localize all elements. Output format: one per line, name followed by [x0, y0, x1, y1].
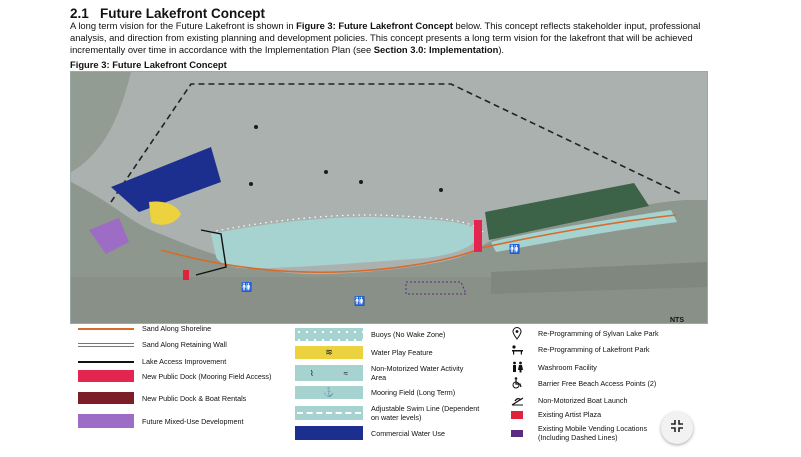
para-text-2: below. This concept reflects stakeholder input, professional analysis, and direction from existing planning and development policies. This concept presents a long term vision for the lakefront that will be achieved incrementally over time in accordance with the Implementation Plan (see: [70, 20, 701, 55]
legend-swatch-red-box: [78, 370, 134, 382]
legend-item-activity-area: ⌇ ≈ Non-Motorized Water Activity Area: [295, 364, 466, 382]
figure-caption: Figure 3: Future Lakefront Concept: [70, 59, 227, 70]
legend-swatch-buoys: [295, 328, 363, 341]
svg-text:🚻: 🚻: [354, 297, 366, 307]
legend-swatch-mooring: [295, 386, 363, 399]
legend-swatch-vending: [511, 430, 523, 437]
legend-swatch-activity: [295, 365, 363, 381]
svg-text:🚻: 🚻: [509, 245, 521, 255]
legend-swatch-orange-line: [78, 328, 134, 330]
legend-item-barrier-free: Barrier Free Beach Access Points (2): [510, 376, 656, 390]
legend-swatch-purple-box: [78, 414, 134, 428]
legend-swatch-artist-plaza: [511, 411, 523, 419]
legend-item-lake-access: Lake Access Improvement: [78, 357, 226, 366]
legend-item-lakefront-park: Re-Programming of Lakefront Park: [510, 342, 649, 356]
legend-item-washroom: Washroom Facility: [510, 360, 597, 374]
legend-swatch-commercial: [295, 426, 363, 440]
intro-paragraph: [70, 20, 738, 56]
park-bench-icon: [510, 342, 524, 356]
map-drawing: [71, 72, 707, 323]
kayak-icon: ⌇: [309, 368, 314, 378]
swimmer-icon: ≈: [343, 368, 349, 378]
nts-label: NTS: [670, 317, 684, 324]
legend-item-buoys: Buoys (No Wake Zone): [295, 328, 445, 341]
legend-item-artist-plaza: Existing Artist Plaza: [510, 410, 601, 419]
wheelchair-icon: [510, 376, 524, 390]
boat-launch-icon: [510, 393, 524, 407]
legend-item-boat-launch: Non-Motorized Boat Launch: [510, 393, 628, 407]
legend-item-public-dock-rentals: New Public Dock & Boat Rentals: [78, 392, 246, 404]
location-pin-icon: [510, 326, 524, 340]
section-title: Future Lakefront Concept: [100, 6, 266, 21]
legend-item-mixed-use: Future Mixed-Use Development: [78, 414, 243, 428]
swimmer-icon: ≋: [325, 347, 333, 357]
para-section-reference: Section 3.0: Implementation: [373, 44, 499, 55]
collapse-arrows-icon: [670, 419, 684, 438]
para-text-1: A long term vision for the Future Lakefront is shown in: [70, 20, 297, 31]
legend-item-vending: Existing Mobile Vending Locations (Including Dashed Lines): [510, 424, 656, 442]
collapse-view-button[interactable]: [661, 412, 693, 444]
legend-item-water-play: ≋ Water Play Feature: [295, 346, 433, 359]
map-legend: [70, 322, 730, 452]
anchor-icon: ⚓: [323, 387, 335, 397]
svg-text:🚻: 🚻: [241, 283, 253, 293]
legend-item-sand-shoreline: Sand Along Shoreline: [78, 324, 211, 333]
lakefront-concept-map: [70, 71, 708, 324]
section-heading: [70, 6, 265, 21]
legend-item-sylvan-park: Re-Programming of Sylvan Lake Park: [510, 326, 659, 340]
washroom-icon: [510, 360, 524, 374]
legend-item-public-dock-mooring: New Public Dock (Mooring Field Access): [78, 370, 271, 382]
legend-item-mooring: ⚓ Mooring Field (Long Term): [295, 386, 455, 399]
legend-swatch-water-play: [295, 346, 363, 359]
para-text-3: ).: [498, 44, 505, 55]
legend-item-commercial: Commercial Water Use: [295, 426, 445, 440]
legend-swatch-black-line: [78, 361, 134, 363]
legend-swatch-swim-line: [295, 406, 363, 420]
legend-item-swim-line: Adjustable Swim Line (Dependent on water levels): [295, 404, 481, 422]
section-number: 2.1: [70, 6, 89, 21]
legend-swatch-maroon-box: [78, 392, 134, 404]
para-figure-reference: Figure 3: Future Lakefront Concept: [296, 20, 453, 31]
legend-swatch-double-line: [78, 343, 134, 347]
legend-item-sand-wall: Sand Along Retaining Wall: [78, 340, 227, 349]
